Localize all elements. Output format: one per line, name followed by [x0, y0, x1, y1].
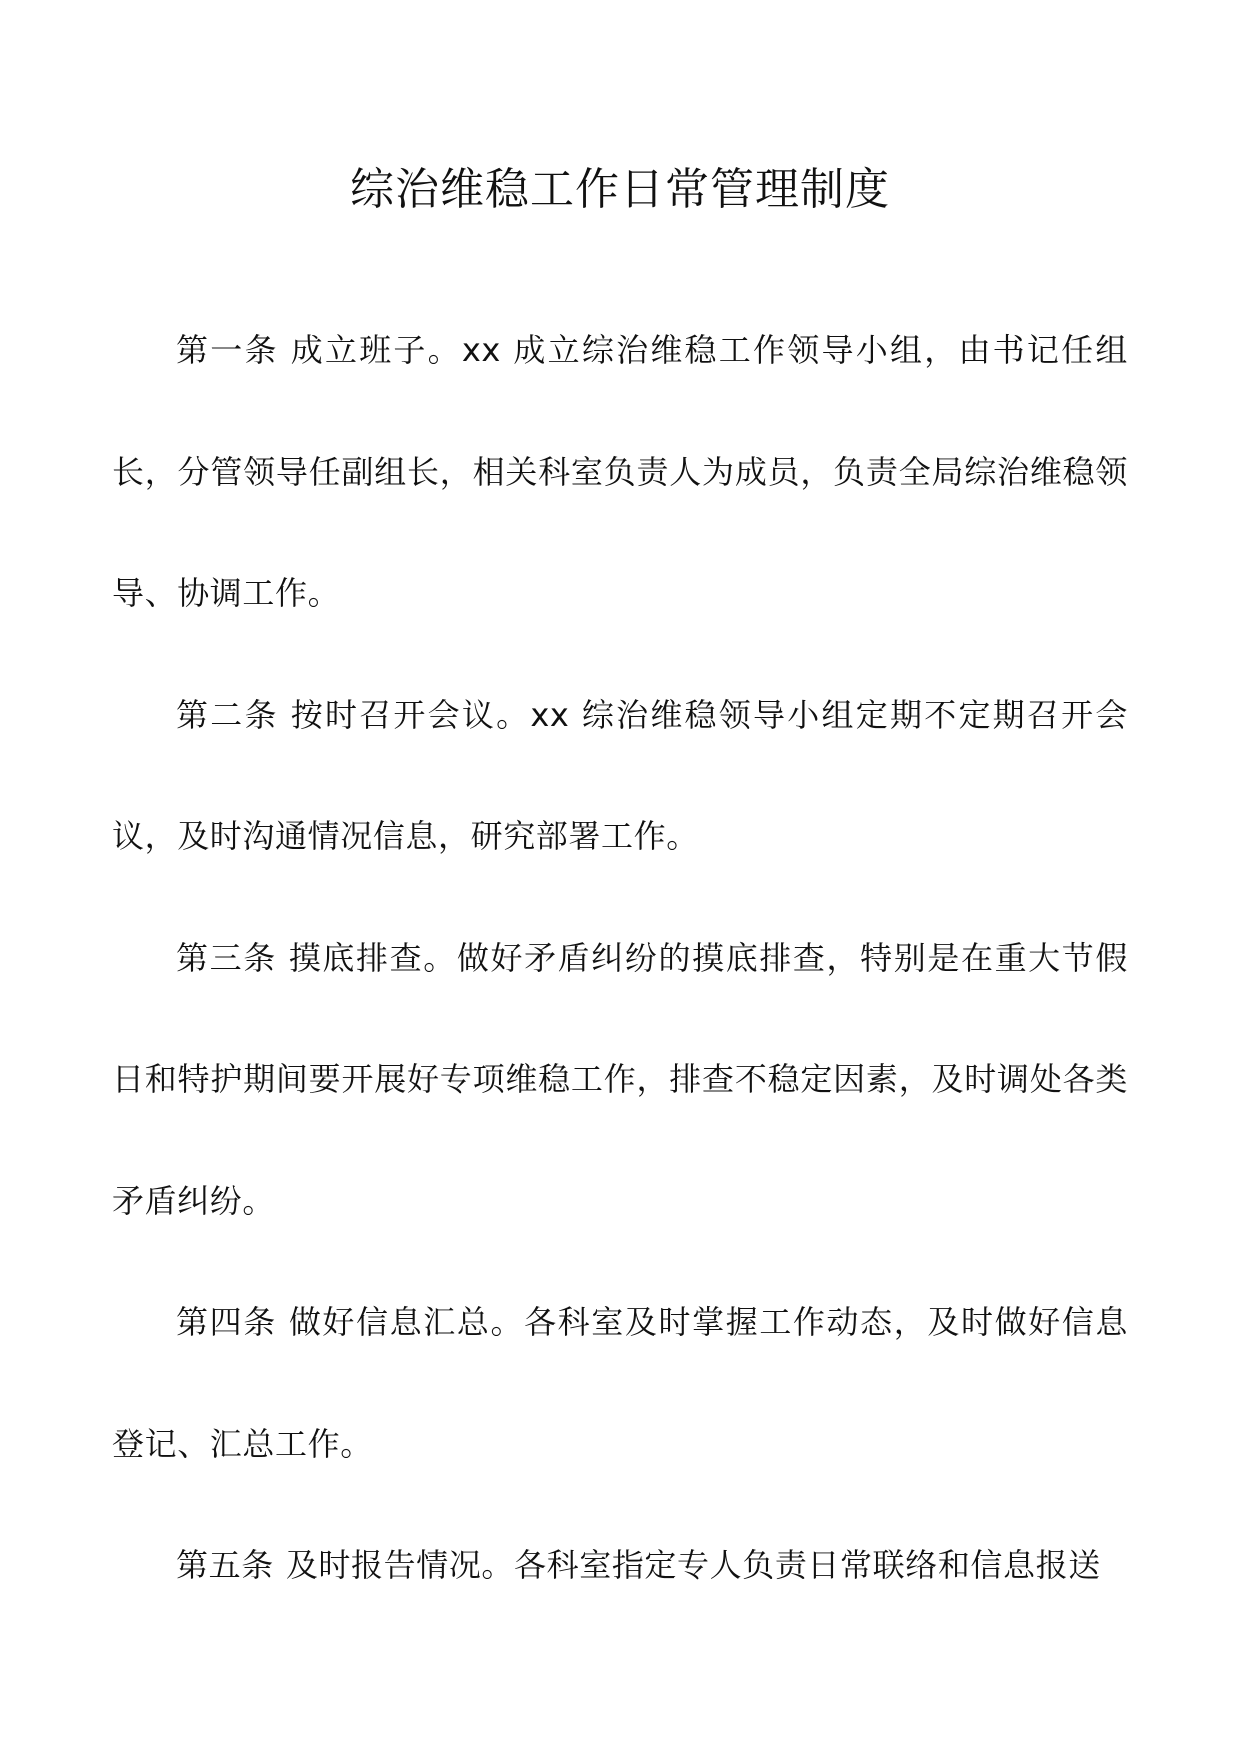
- article-4: [112, 1262, 1128, 1505]
- article-text: 按时召开会议。xx 综治维稳领导小组定期不定期召开会议，及时沟通情况信息，研究部署工作。: [112, 695, 1128, 855]
- article-number: 第二条: [176, 695, 279, 734]
- document-title: 综治维稳工作日常管理制度: [350, 164, 890, 215]
- article-number: 第三条: [176, 938, 277, 977]
- article-2: [112, 655, 1128, 898]
- article-text: 做好信息汇总。各科室及时掌握工作动态，及时做好信息登记、汇总工作。: [112, 1303, 1128, 1463]
- article-text: 成立班子。xx 成立综治维稳工作领导小组，由书记任组长，分管领导任副组长，相关科室负责人为成员，负责全局综治维稳领导、协调工作。: [112, 331, 1128, 612]
- article-text: 及时报告情况。各科室指定专人负责日常联络和信息报送: [285, 1546, 1101, 1584]
- article-number: 第五条: [176, 1546, 274, 1584]
- article-text: 摸底排查。做好矛盾纠纷的摸底排查，特别是在重大节假日和特护期间要开展好专项维稳工作，排查不稳定因素，及时调处各类矛盾纠纷。: [112, 938, 1128, 1220]
- article-5: [112, 1505, 1128, 1627]
- document-body: [112, 290, 1128, 1627]
- article-1: [112, 290, 1128, 655]
- article-3: [112, 898, 1128, 1263]
- article-number: 第一条: [176, 331, 279, 369]
- article-number: 第四条: [176, 1303, 277, 1341]
